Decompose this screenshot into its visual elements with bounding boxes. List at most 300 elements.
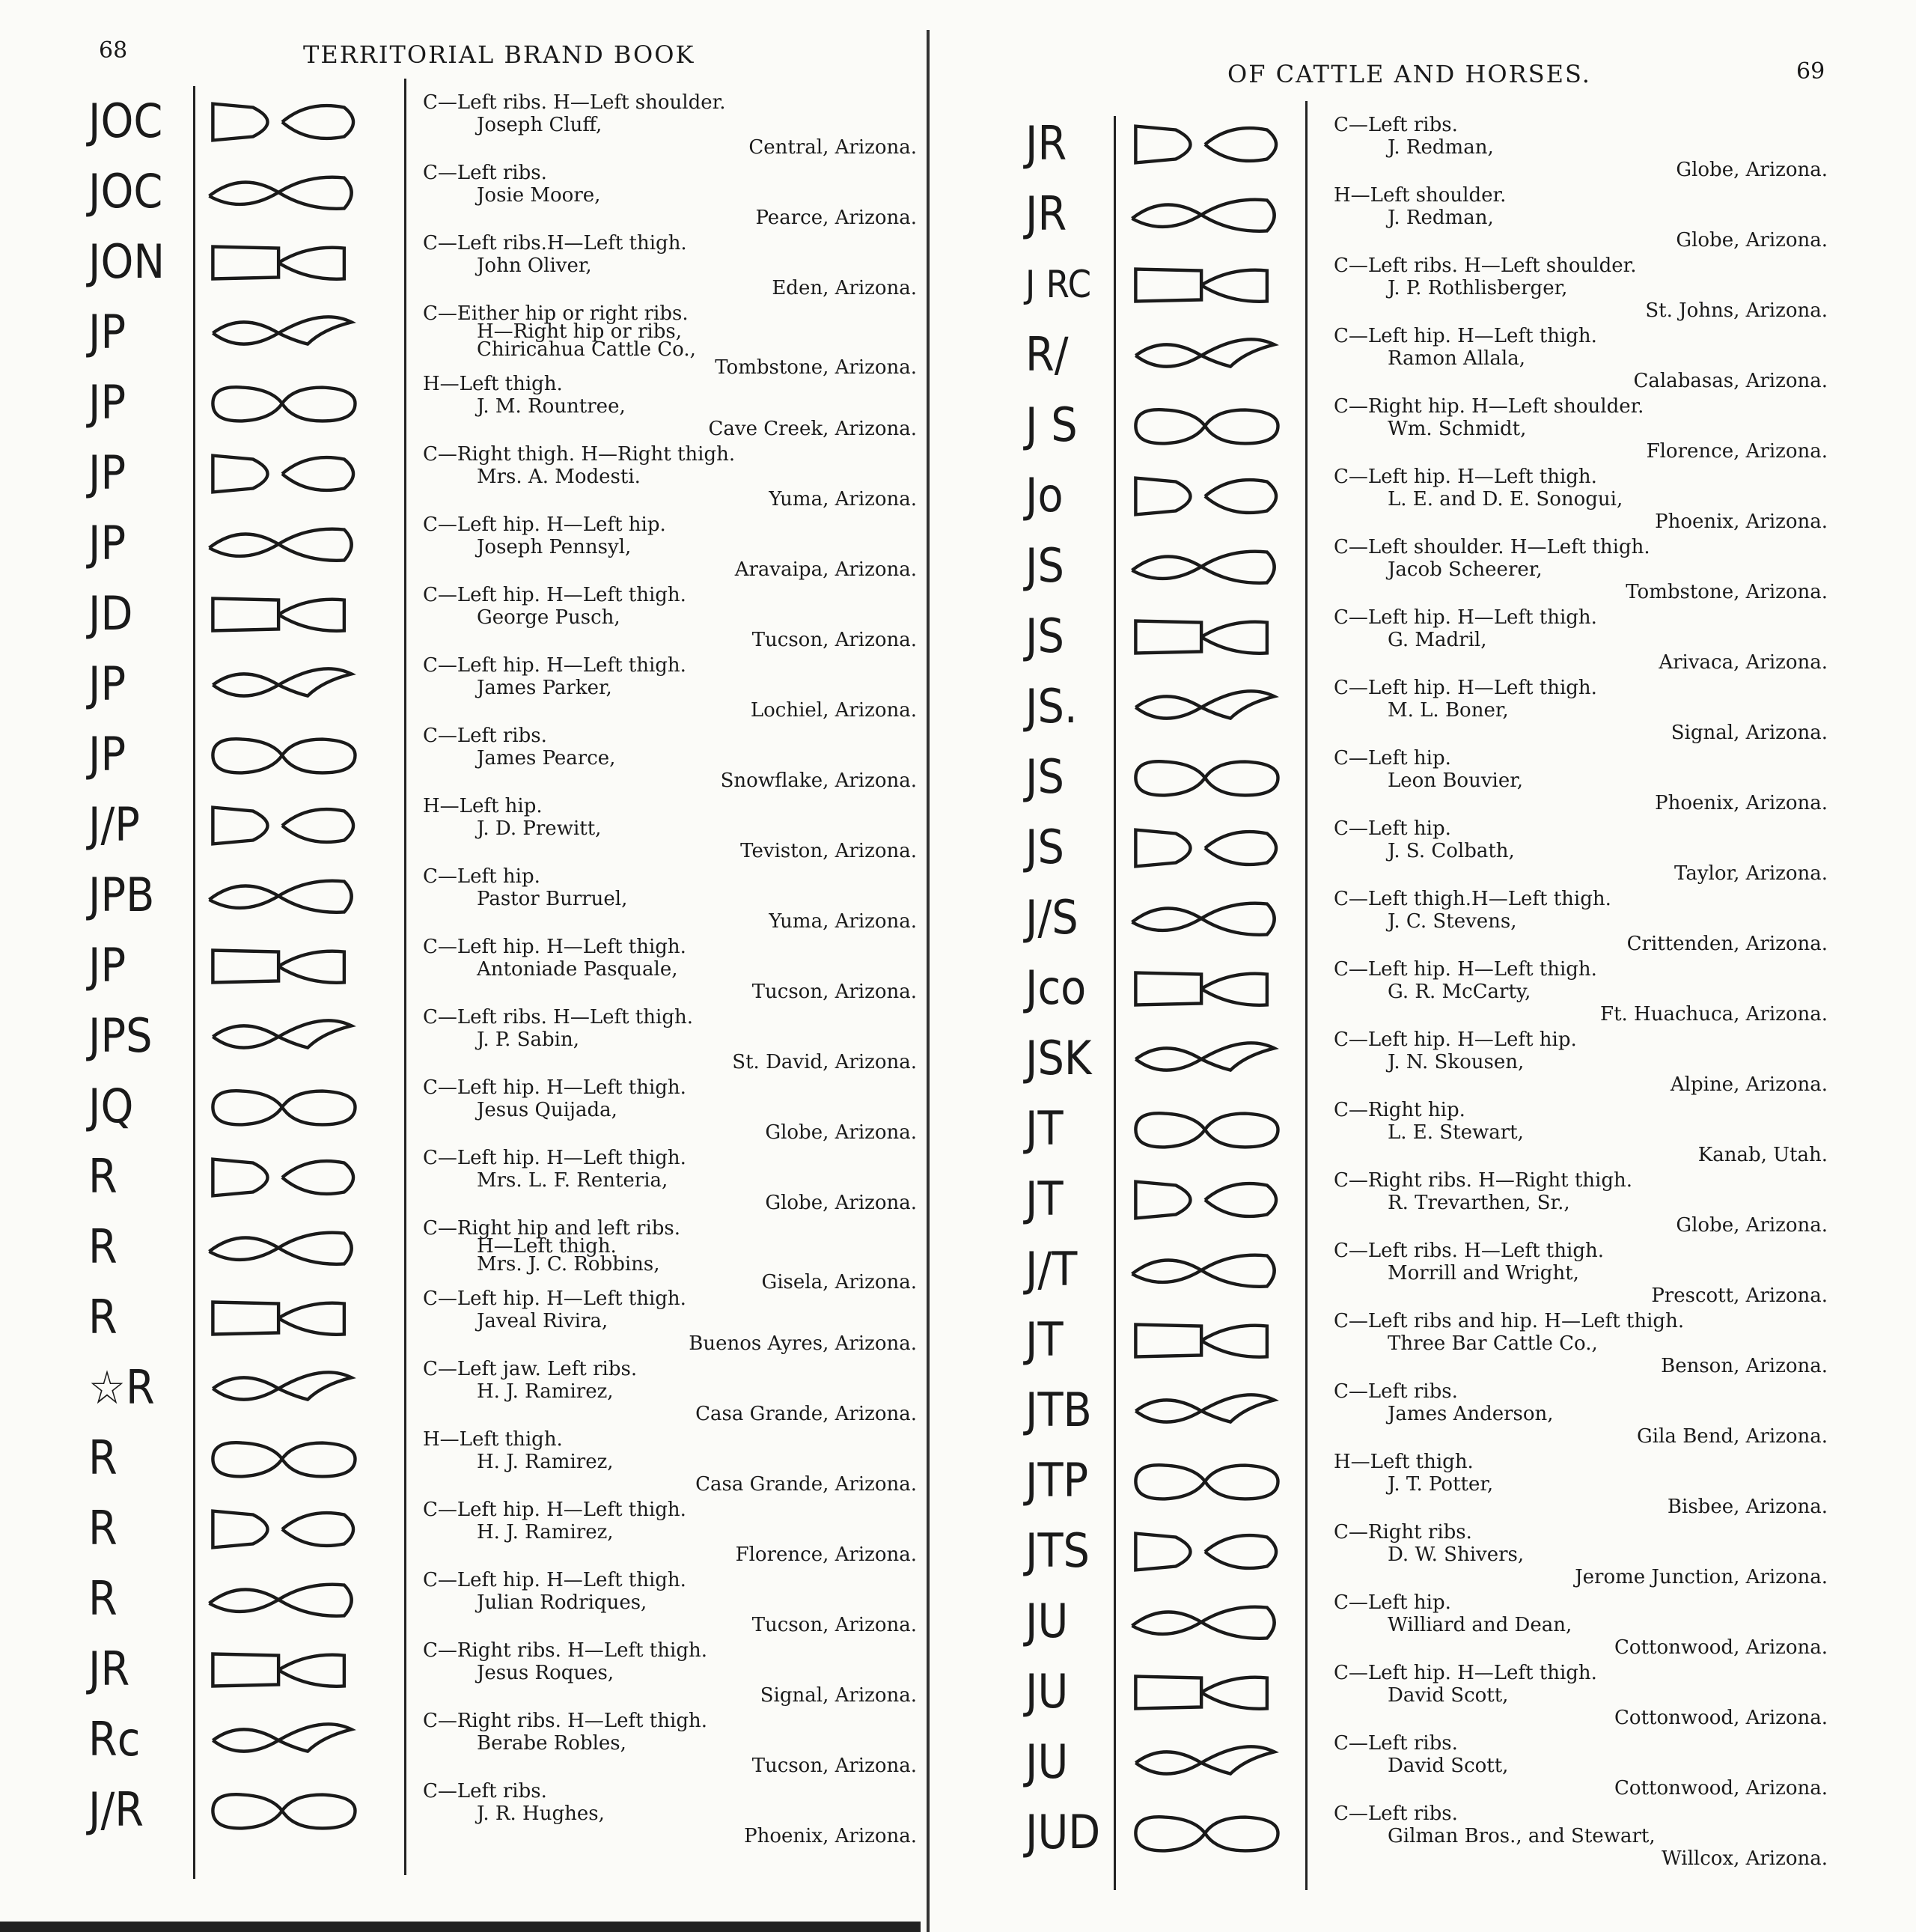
brand-entry: [951, 255, 1901, 326]
brand-location: C—Left hip. H—Left thigh.: [423, 1569, 686, 1591]
owner-name: J. Redman,: [1388, 207, 1494, 229]
brand-shape-icon: [196, 163, 368, 222]
brand-shape-icon: [1119, 1311, 1291, 1370]
owner-town: Tucson, Arizona.: [751, 629, 917, 651]
owner-town: Casa Grande, Arizona.: [695, 1473, 917, 1496]
brand-mark-letters: JU: [1025, 1594, 1069, 1648]
owner-name: Jacob Scheerer,: [1388, 558, 1543, 581]
brand-mark-letters: ☆R: [88, 1360, 155, 1415]
brand-entry: [951, 888, 1901, 960]
brand-entry: [951, 677, 1901, 749]
owner-town: Gila Bend, Arizona.: [1637, 1425, 1828, 1448]
owner-town: Pearce, Arizona.: [755, 207, 917, 229]
brand-entry: [951, 184, 1901, 256]
brand-location: C—Right hip and left ribs.: [423, 1217, 681, 1240]
brand-location: C—Left hip. H—Left thigh.: [423, 936, 686, 958]
brand-location: C—Left ribs. H—Left shoulder.: [1334, 255, 1637, 277]
brand-mark-letters: JOC: [88, 164, 163, 219]
owner-name: Mrs. J. C. Robbins,: [477, 1253, 660, 1276]
brand-shape-icon: [1119, 1241, 1291, 1299]
brand-location: C—Left ribs and hip. H—Left thigh.: [1334, 1310, 1685, 1332]
owner-town: Tucson, Arizona.: [751, 981, 917, 1003]
brand-location: C—Left shoulder. H—Left thigh.: [1334, 536, 1650, 558]
brand-entry: [0, 1780, 951, 1852]
brand-entry: [951, 1380, 1901, 1452]
brand-location: C—Left hip. H—Left thigh.: [423, 584, 686, 606]
owner-town: Globe, Arizona.: [765, 1192, 917, 1214]
brand-entry: [951, 536, 1901, 608]
owner-line: H—Right hip or ribs,: [477, 320, 682, 343]
brand-mark-letters: JT: [1025, 1101, 1064, 1156]
brand-location: C—Left ribs.H—Left thigh.: [423, 232, 687, 255]
brand-entry: [951, 1591, 1901, 1663]
brand-entry: [951, 1240, 1901, 1311]
owner-town: Florence, Arizona.: [735, 1544, 917, 1566]
brand-shape-icon: [1119, 256, 1291, 314]
brand-entry: [951, 114, 1901, 186]
brand-shape-icon: [1119, 1452, 1291, 1511]
brand-location: C—Right ribs. H—Left thigh.: [423, 1710, 707, 1732]
brand-mark-letters: JSK: [1025, 1031, 1092, 1085]
brand-location: C—Left ribs.: [423, 162, 547, 184]
owner-town: Yuma, Arizona.: [769, 910, 917, 933]
brand-location: H—Left thigh.: [423, 373, 563, 395]
brand-mark-letters: JP: [88, 656, 126, 711]
brand-entry: [0, 1428, 951, 1500]
owner-town: St. David, Arizona.: [732, 1051, 917, 1073]
brand-mark-letters: JS.: [1025, 679, 1078, 734]
brand-entry: [0, 232, 951, 304]
brand-shape-icon: [196, 1148, 368, 1207]
brand-entry: [951, 325, 1901, 397]
owner-name: David Scott,: [1388, 1755, 1509, 1777]
owner-town: Crittenden, Arizona.: [1626, 933, 1828, 955]
owner-name: G. Madril,: [1388, 629, 1487, 651]
owner-name: Javeal Rivira,: [477, 1310, 608, 1332]
brand-location: C—Left ribs.: [1334, 114, 1458, 136]
brand-location: C—Left hip. H—Left hip.: [423, 514, 666, 536]
brand-entry: [0, 302, 951, 379]
brand-entry: [951, 1029, 1901, 1100]
brand-shape-icon: [196, 656, 368, 714]
brand-shape-icon: [1119, 1734, 1291, 1792]
brand-mark-letters: J S: [1025, 397, 1078, 452]
brand-location: C—Right hip.: [1334, 1099, 1465, 1121]
brand-location: C—Left ribs. H—Left thigh.: [423, 1006, 693, 1029]
brand-entry: [951, 747, 1901, 819]
owner-name: H. J. Ramirez,: [477, 1521, 614, 1544]
brand-entry: [0, 584, 951, 656]
brand-location: C—Left hip. H—Left thigh.: [423, 1499, 686, 1521]
brand-shape-icon: [1119, 1030, 1291, 1088]
brand-shape-icon: [1119, 1100, 1291, 1159]
brand-entry: [951, 1662, 1901, 1734]
brand-shape-icon: [1119, 819, 1291, 877]
brand-shape-icon: [1119, 1593, 1291, 1651]
owner-name: Morrill and Wright,: [1388, 1262, 1579, 1285]
brand-shape-icon: [196, 445, 368, 503]
owner-name: Joseph Pennsyl,: [477, 536, 632, 558]
owner-name: J. T. Potter,: [1388, 1473, 1494, 1496]
brand-entry: [0, 936, 951, 1008]
brand-entry: [0, 373, 951, 445]
brand-shape-icon: [196, 1570, 368, 1629]
brand-location: C—Right ribs.: [1334, 1521, 1472, 1544]
brand-shape-icon: [196, 1219, 368, 1277]
brand-shape-icon: [196, 1289, 368, 1347]
owner-name: Berabe Robles,: [477, 1732, 626, 1755]
brand-mark-letters: JP: [88, 516, 126, 570]
brand-shape-icon: [196, 937, 368, 996]
brand-mark-letters: J/R: [88, 1782, 144, 1837]
brand-mark-letters: J/T: [1025, 1242, 1078, 1296]
owner-town: Snowflake, Arizona.: [720, 770, 917, 792]
brand-shape-icon: [1119, 115, 1291, 174]
brand-mark-letters: J RC: [1025, 263, 1092, 306]
owner-name: J. N. Skousen,: [1388, 1051, 1525, 1073]
page-gutter: [927, 30, 930, 1932]
brand-location: C—Left ribs.: [1334, 1380, 1458, 1403]
owner-town: Buenos Ayres, Arizona.: [689, 1332, 917, 1355]
brand-entry: [0, 1217, 951, 1293]
brand-mark-letters: R: [88, 1219, 118, 1274]
brand-location: C—Left ribs. H—Left thigh.: [1334, 1240, 1604, 1262]
brand-mark-letters: JPB: [88, 868, 155, 922]
brand-mark-letters: JON: [88, 234, 165, 289]
owner-name: James Pearce,: [477, 747, 616, 770]
brand-location: C—Left hip. H—Left thigh.: [1334, 466, 1597, 488]
brand-mark-letters: JTS: [1025, 1523, 1090, 1578]
owner-town: Yuma, Arizona.: [769, 488, 917, 511]
brand-location: C—Left hip. H—Left thigh.: [1334, 325, 1597, 347]
brand-location: C—Left ribs. H—Left shoulder.: [423, 91, 726, 114]
brand-location: H—Left hip.: [423, 795, 543, 817]
brand-shape-icon: [1119, 186, 1291, 244]
brand-shape-icon: [1119, 960, 1291, 1018]
owner-line: H—Left thigh.: [477, 1235, 617, 1258]
brand-mark-letters: R: [88, 1430, 118, 1485]
owner-town: Phoenix, Arizona.: [744, 1825, 917, 1847]
brand-mark-letters: JS: [1025, 609, 1064, 663]
brand-entry: [0, 1358, 951, 1430]
brand-entry: [951, 1521, 1901, 1593]
owner-name: Mrs. L. F. Renteria,: [477, 1169, 668, 1192]
brand-entry: [0, 1147, 951, 1219]
owner-name: D. W. Shivers,: [1388, 1544, 1525, 1566]
brand-mark-letters: JS: [1025, 538, 1064, 593]
brand-shape-icon: [1119, 608, 1291, 666]
brand-mark-letters: JT: [1025, 1171, 1064, 1226]
owner-town: Phoenix, Arizona.: [1655, 511, 1828, 533]
owner-name: Joseph Cluff,: [477, 114, 602, 136]
brand-shape-icon: [196, 304, 368, 362]
brand-entry: [0, 1006, 951, 1078]
brand-mark-letters: JP: [88, 938, 126, 993]
owner-town: Tombstone, Arizona.: [715, 356, 917, 379]
brand-shape-icon: [196, 1078, 368, 1136]
brand-mark-letters: Jo: [1025, 468, 1064, 522]
owner-town: Tucson, Arizona.: [751, 1755, 917, 1777]
brand-mark-letters: JUD: [1025, 1805, 1101, 1859]
brand-mark-letters: Rc: [88, 1712, 141, 1767]
owner-name: J. C. Stevens,: [1388, 910, 1517, 933]
brand-entry: [951, 395, 1901, 467]
owner-town: Globe, Arizona.: [1676, 1214, 1828, 1237]
owner-town: Gisela, Arizona.: [761, 1271, 917, 1293]
brand-mark-letters: R: [88, 1501, 118, 1555]
owner-town: Tucson, Arizona.: [751, 1614, 917, 1636]
brand-mark-letters: J/S: [1025, 890, 1078, 945]
owner-town: Cave Creek, Arizona.: [708, 418, 917, 440]
owner-name: J. M. Rountree,: [477, 395, 626, 418]
left-page: [0, 0, 951, 1932]
owner-name: Josie Moore,: [477, 184, 601, 207]
owner-town: Lochiel, Arizona.: [750, 699, 917, 722]
brand-mark-letters: JP: [88, 305, 126, 359]
owner-name: David Scott,: [1388, 1684, 1509, 1707]
brand-mark-letters: JOC: [88, 94, 163, 148]
owner-town: Globe, Arizona.: [765, 1121, 917, 1144]
brand-entry: [0, 162, 951, 234]
brand-shape-icon: [196, 1008, 368, 1066]
brand-location: H—Left thigh.: [1334, 1451, 1474, 1473]
brand-shape-icon: [196, 1500, 368, 1558]
owner-town: Casa Grande, Arizona.: [695, 1403, 917, 1425]
page-number-left: 68: [99, 37, 128, 64]
brand-mark-letters: R: [88, 1290, 118, 1344]
brand-entry: [0, 1710, 951, 1782]
brand-mark-letters: JPS: [88, 1008, 153, 1063]
owner-name: Three Bar Cattle Co.,: [1388, 1332, 1598, 1355]
owner-name: L. E. and D. E. Sonogui,: [1388, 488, 1623, 511]
brand-shape-icon: [1119, 1663, 1291, 1722]
owner-town: Calabasas, Arizona.: [1633, 370, 1828, 392]
brand-location: C—Left hip.: [1334, 1591, 1451, 1614]
owner-town: Central, Arizona.: [748, 136, 917, 159]
owner-name: Antoniade Pasquale,: [477, 958, 678, 981]
brand-entry: [951, 1451, 1901, 1523]
brand-shape-icon: [196, 1359, 368, 1418]
brand-mark-letters: JD: [88, 586, 133, 641]
owner-name: Chiricahua Cattle Co.,: [477, 338, 696, 361]
brand-mark-letters: R: [88, 1571, 118, 1626]
owner-name: Jesus Quijada,: [477, 1099, 617, 1121]
owner-town: Globe, Arizona.: [1676, 159, 1828, 181]
brand-location: C—Left jaw. Left ribs.: [423, 1358, 638, 1380]
brand-location: C—Left hip.: [423, 865, 540, 888]
owner-town: Signal, Arizona.: [760, 1684, 917, 1707]
brand-shape-icon: [196, 93, 368, 151]
owner-name: George Pusch,: [477, 606, 620, 629]
brand-shape-icon: [196, 796, 368, 855]
brand-location: C—Left ribs.: [1334, 1803, 1458, 1825]
brand-mark-letters: JU: [1025, 1664, 1069, 1719]
brand-shape-icon: [196, 374, 368, 433]
brand-shape-icon: [196, 585, 368, 644]
owner-town: Prescott, Arizona.: [1651, 1285, 1828, 1307]
running-head-left: TERRITORIAL BRAND BOOK: [303, 40, 695, 69]
owner-town: Aravaipa, Arizona.: [734, 558, 917, 581]
brand-location: C—Left ribs.: [1334, 1732, 1458, 1755]
brand-shape-icon: [196, 234, 368, 292]
brand-shape-icon: [196, 726, 368, 784]
brand-mark-letters: R: [88, 1149, 118, 1204]
owner-town: Cottonwood, Arizona.: [1614, 1707, 1828, 1729]
brand-shape-icon: [1119, 326, 1291, 385]
owner-town: Bisbee, Arizona.: [1667, 1496, 1828, 1518]
owner-name: J. R. Hughes,: [477, 1803, 605, 1825]
brand-location: C—Left hip. H—Left thigh.: [423, 1076, 686, 1099]
owner-name: Mrs. A. Modesti.: [477, 466, 641, 488]
owner-name: Gilman Bros., and Stewart,: [1388, 1825, 1656, 1847]
owner-name: G. R. McCarty,: [1388, 981, 1531, 1003]
brand-mark-letters: Jco: [1025, 960, 1087, 1015]
brand-shape-icon: [1119, 467, 1291, 525]
brand-entry: [951, 1169, 1901, 1241]
brand-mark-letters: R/: [1025, 327, 1069, 382]
brand-entry: [951, 817, 1901, 889]
brand-entry: [951, 466, 1901, 537]
right-page: [951, 0, 1916, 1932]
brand-mark-letters: JR: [88, 1642, 130, 1696]
brand-location: C—Left hip.: [1334, 817, 1451, 840]
brand-location: C—Left ribs.: [423, 725, 547, 747]
brand-entry: [0, 1076, 951, 1148]
brand-shape-icon: [196, 1711, 368, 1770]
owner-name: Wm. Schmidt,: [1388, 418, 1527, 440]
brand-shape-icon: [1119, 1804, 1291, 1862]
brand-mark-letters: JS: [1025, 820, 1064, 874]
brand-shape-icon: [196, 1782, 368, 1840]
brand-shape-icon: [1119, 537, 1291, 596]
brand-shape-icon: [1119, 1523, 1291, 1581]
owner-town: Alpine, Arizona.: [1670, 1073, 1828, 1096]
owner-name: Leon Bouvier,: [1388, 770, 1524, 792]
brand-location: C—Right hip. H—Left shoulder.: [1334, 395, 1644, 418]
owner-name: M. L. Boner,: [1388, 699, 1509, 722]
brand-mark-letters: JU: [1025, 1734, 1069, 1789]
brand-entry: [951, 1099, 1901, 1171]
brand-shape-icon: [1119, 1382, 1291, 1440]
brand-mark-letters: JP: [88, 375, 126, 430]
brand-location: C—Left hip. H—Left thigh.: [1334, 677, 1597, 699]
brand-location: C—Left hip. H—Left hip.: [1334, 1029, 1577, 1051]
owner-town: Phoenix, Arizona.: [1655, 792, 1828, 814]
owner-name: H. J. Ramirez,: [477, 1451, 614, 1473]
brand-location: C—Right ribs. H—Right thigh.: [1334, 1169, 1632, 1192]
owner-town: Taylor, Arizona.: [1674, 862, 1828, 885]
brand-shape-icon: [196, 1430, 368, 1488]
brand-location: C—Left hip. H—Left thigh.: [423, 1288, 686, 1310]
brand-location: H—Left shoulder.: [1334, 184, 1507, 207]
brand-shape-icon: [196, 515, 368, 573]
owner-town: Cottonwood, Arizona.: [1614, 1636, 1828, 1659]
brand-location: C—Left hip. H—Left thigh.: [1334, 1662, 1597, 1684]
brand-entry: [951, 1310, 1901, 1382]
brand-mark-letters: JP: [88, 727, 126, 781]
brand-location: H—Left thigh.: [423, 1428, 563, 1451]
brand-location: C—Left thigh.H—Left thigh.: [1334, 888, 1611, 910]
page-number-right: 69: [1796, 58, 1825, 85]
owner-town: Tombstone, Arizona.: [1626, 581, 1828, 603]
brand-entry: [0, 795, 951, 867]
brand-entry: [0, 654, 951, 726]
owner-town: Cottonwood, Arizona.: [1614, 1777, 1828, 1800]
brand-shape-icon: [196, 1641, 368, 1699]
owner-name: H. J. Ramirez,: [477, 1380, 614, 1403]
brand-entry: [951, 1803, 1901, 1874]
brand-mark-letters: JR: [1025, 116, 1067, 171]
brand-mark-letters: JS: [1025, 749, 1064, 804]
owner-name: J. P. Sabin,: [477, 1029, 579, 1051]
brand-mark-letters: J/P: [88, 797, 140, 852]
brand-shape-icon: [1119, 749, 1291, 807]
owner-name: James Anderson,: [1388, 1403, 1554, 1425]
brand-shape-icon: [1119, 397, 1291, 455]
brand-mark-letters: JQ: [88, 1079, 134, 1133]
owner-town: Signal, Arizona.: [1671, 722, 1828, 744]
scan-edge: [0, 1922, 921, 1932]
owner-name: J. D. Prewitt,: [477, 817, 602, 840]
owner-town: Globe, Arizona.: [1676, 229, 1828, 252]
brand-entry: [0, 1288, 951, 1359]
brand-location: C—Left hip.: [1334, 747, 1451, 770]
brand-location: C—Left hip. H—Left thigh.: [423, 654, 686, 677]
owner-town: Willcox, Arizona.: [1661, 1847, 1828, 1870]
brand-entry: [951, 1732, 1901, 1804]
owner-name: James Parker,: [477, 677, 612, 699]
brand-entry: [0, 725, 951, 796]
brand-entry: [0, 1499, 951, 1570]
brand-entry: [951, 606, 1901, 678]
owner-name: Ramon Allala,: [1388, 347, 1525, 370]
brand-location: C—Right ribs. H—Left thigh.: [423, 1639, 707, 1662]
owner-name: Julian Rodriques,: [477, 1591, 647, 1614]
brand-mark-letters: JT: [1025, 1312, 1064, 1367]
brand-location: C—Left hip. H—Left thigh.: [423, 1147, 686, 1169]
brand-location: C—Left hip. H—Left thigh.: [1334, 606, 1597, 629]
owner-town: Teviston, Arizona.: [740, 840, 917, 862]
brand-entry: [951, 958, 1901, 1030]
owner-town: Arivaca, Arizona.: [1659, 651, 1828, 674]
owner-town: Kanab, Utah.: [1697, 1144, 1828, 1166]
brand-location: C—Left ribs.: [423, 1780, 547, 1803]
owner-name: Pastor Burruel,: [477, 888, 628, 910]
brand-mark-letters: JTP: [1025, 1453, 1089, 1508]
owner-town: Benson, Arizona.: [1661, 1355, 1828, 1377]
brand-mark-letters: JP: [88, 445, 126, 500]
brand-entry: [0, 865, 951, 937]
owner-name: Williard and Dean,: [1388, 1614, 1572, 1636]
brand-mark-letters: JTB: [1025, 1383, 1092, 1437]
brand-entry: [0, 1569, 951, 1641]
brand-mark-letters: JR: [1025, 186, 1067, 241]
brand-shape-icon: [1119, 678, 1291, 737]
brand-location: C—Left hip. H—Left thigh.: [1334, 958, 1597, 981]
brand-entry: [0, 443, 951, 515]
owner-name: J. S. Colbath,: [1388, 840, 1515, 862]
owner-name: J. P. Rothlisberger,: [1388, 277, 1568, 299]
owner-town: Ft. Huachuca, Arizona.: [1600, 1003, 1828, 1026]
brand-shape-icon: [1119, 889, 1291, 948]
owner-town: Jerome Junction, Arizona.: [1575, 1566, 1828, 1588]
brand-shape-icon: [196, 867, 368, 925]
brand-entry: [0, 1639, 951, 1711]
running-head-right: OF CATTLE AND HORSES.: [1227, 60, 1591, 88]
owner-name: J. Redman,: [1388, 136, 1494, 159]
owner-town: St. Johns, Arizona.: [1645, 299, 1828, 322]
brand-shape-icon: [1119, 1171, 1291, 1229]
